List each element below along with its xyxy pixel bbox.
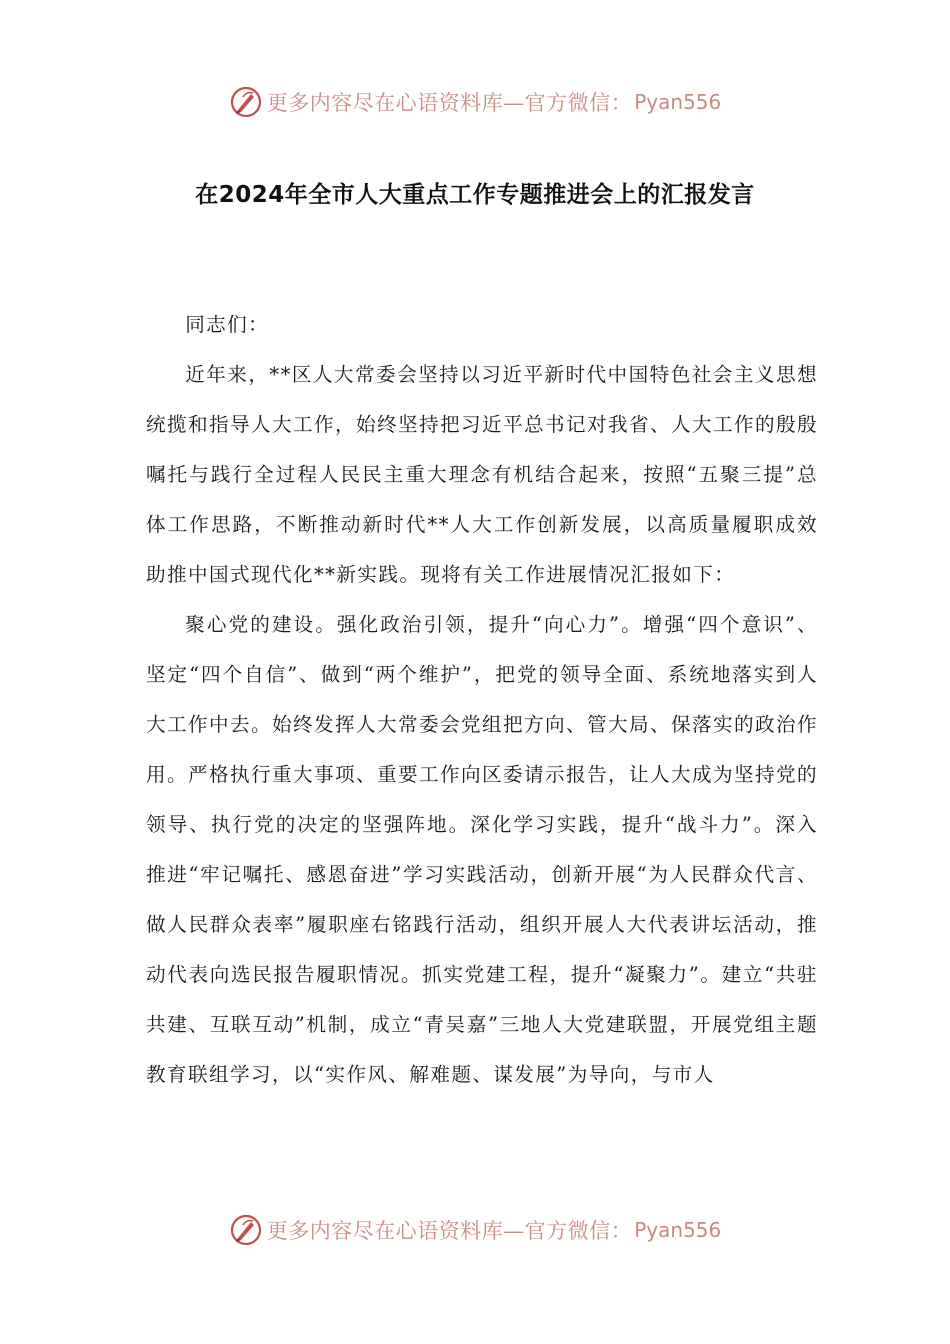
document-body (146, 300, 818, 1100)
watermark-text: 更多内容尽在心语资料库—官方微信： (266, 1219, 633, 1243)
paragraph-intro: 近年来，**区人大常委会坚持以习近平新时代中国特色社会主义思想统揽和指导人大工作，始终坚持把习近平总书记对我省、人大工作的殷殷嘱托与践行全过程人民民主重大理念有机结合起来，按照“五聚三提”总体工作思路，不断推动新时代**人大工作创新发展，以高质量履职成效助推中国式现代化**新实践。现将有关工作进展情况汇报如下： (146, 363, 818, 586)
pen-logo-icon (229, 85, 263, 119)
paragraph-party-building: 聚心党的建设。强化政治引领，提升“向心力”。增强“四个意识”、坚定“四个自信”、做到“两个维护”，把党的领导全面、系统地落实到人大工作中去。始终发挥人大常委会党组把方向、管大局、保落实的政治作用。严格执行重大事项、重要工作向区委请示报告，让人大成为坚持党的领导、执行党的决定的坚强阵地。深化学习实践，提升“战斗力”。深入推进“牢记嘱托、感恩奋进”学习实践活动，创新开展“为人民群众代言、做人民群众表率”履职座右铭践行活动，组织开展人大代表讲坛活动，推动代表向选民报告履职情况。抓实党建工程，提升“凝聚力”。建立“共驻共建、互联互动”机制，成立“青吴嘉”三地人大党建联盟，开展党组主题教育联组学习，以“实作风、解难题、谋发展”为导向，与市人 (146, 613, 818, 1086)
salutation: 同志们： (185, 313, 270, 336)
watermark-header (0, 82, 950, 122)
watermark-text: 更多内容尽在心语资料库—官方微信： (266, 91, 633, 115)
watermark-footer (0, 1210, 950, 1250)
pen-logo-icon (229, 1213, 263, 1247)
watermark-wechat-id: Pyan556 (634, 1218, 722, 1242)
watermark-wechat-id: Pyan556 (634, 90, 722, 114)
document-title: 在2024年全市人大重点工作专题推进会上的汇报发言 (195, 182, 755, 208)
